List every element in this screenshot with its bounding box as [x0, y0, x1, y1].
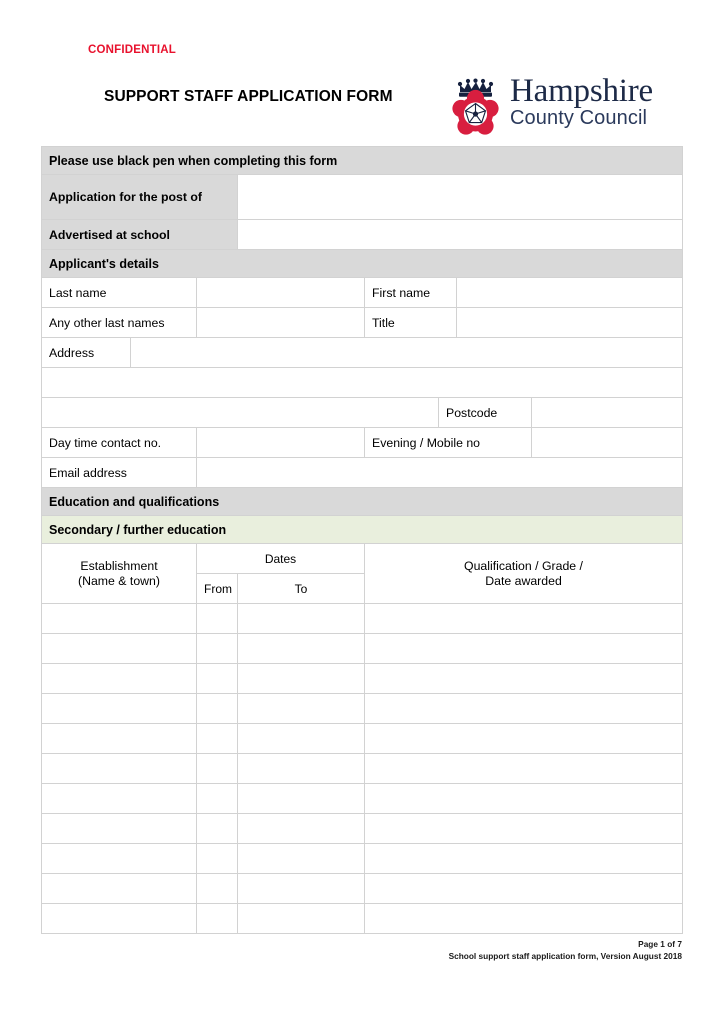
email-input[interactable]	[197, 458, 683, 488]
day-contact-input[interactable]	[197, 428, 365, 458]
table-row	[42, 664, 683, 694]
page-footer	[41, 938, 682, 962]
applicant-details-heading-row	[42, 250, 683, 278]
establishment-cell[interactable]	[42, 904, 197, 934]
other-last-names-input[interactable]	[197, 308, 365, 338]
establishment-cell[interactable]	[42, 754, 197, 784]
table-row	[42, 694, 683, 724]
qualification-cell[interactable]	[365, 904, 683, 934]
from-cell[interactable]	[197, 724, 238, 754]
other-last-names-label: Any other last names	[42, 308, 197, 338]
secondary-education-subheading-row	[42, 516, 683, 544]
establishment-cell[interactable]	[42, 814, 197, 844]
from-cell[interactable]	[197, 844, 238, 874]
education-heading: Education and qualifications	[42, 488, 683, 516]
qualification-header-line1: Qualification / Grade /	[464, 558, 583, 573]
establishment-header-line1: Establishment	[80, 558, 158, 573]
address-row-1	[42, 338, 683, 368]
address-row-2	[42, 368, 683, 398]
dates-from-header: From	[197, 574, 238, 604]
table-row	[42, 634, 683, 664]
evening-contact-input[interactable]	[532, 428, 683, 458]
title-input[interactable]	[457, 308, 683, 338]
day-contact-label: Day time contact no.	[42, 428, 197, 458]
to-cell[interactable]	[238, 904, 365, 934]
hampshire-county-council-logo	[452, 72, 680, 140]
to-cell[interactable]	[238, 874, 365, 904]
from-cell[interactable]	[197, 694, 238, 724]
table-row	[42, 874, 683, 904]
logo-line-county-council: County Council	[510, 107, 648, 129]
email-row	[42, 458, 683, 488]
from-cell[interactable]	[197, 604, 238, 634]
name-row	[42, 278, 683, 308]
dates-header: Dates	[197, 544, 365, 574]
establishment-cell[interactable]	[42, 844, 197, 874]
title-label: Title	[365, 308, 457, 338]
establishment-cell[interactable]	[42, 634, 197, 664]
qualification-header-line2: Date awarded	[485, 573, 562, 588]
establishment-header	[42, 544, 197, 604]
table-row	[42, 904, 683, 934]
from-cell[interactable]	[197, 874, 238, 904]
footer-page-mid: of	[664, 939, 678, 949]
footer-page-prefix: Page	[638, 939, 661, 949]
table-row	[42, 754, 683, 784]
address-input-line2[interactable]	[42, 368, 683, 398]
from-cell[interactable]	[197, 664, 238, 694]
footer-document-line: School support staff application form, Version August 2018	[448, 951, 682, 961]
qualification-cell[interactable]	[365, 664, 683, 694]
establishment-cell[interactable]	[42, 784, 197, 814]
post-applied-row	[42, 175, 683, 220]
to-cell[interactable]	[238, 724, 365, 754]
qualification-cell[interactable]	[365, 844, 683, 874]
advertised-input[interactable]	[238, 220, 683, 250]
address-postcode-row	[42, 398, 683, 428]
last-name-label: Last name	[42, 278, 197, 308]
post-applied-label: Application for the post of	[42, 175, 238, 220]
establishment-cell[interactable]	[42, 664, 197, 694]
advertised-row	[42, 220, 683, 250]
confidential-marker: CONFIDENTIAL	[88, 44, 177, 56]
application-form-table	[41, 146, 683, 934]
table-row	[42, 604, 683, 634]
first-name-input[interactable]	[457, 278, 683, 308]
secondary-education-subheading: Secondary / further education	[42, 516, 683, 544]
instruction-text: Please use black pen when completing this form	[42, 147, 683, 175]
from-cell[interactable]	[197, 784, 238, 814]
footer-page-current: 1	[660, 939, 665, 949]
to-cell[interactable]	[238, 664, 365, 694]
to-cell[interactable]	[238, 604, 365, 634]
qualification-cell[interactable]	[365, 634, 683, 664]
establishment-header-line2: (Name & town)	[77, 573, 160, 588]
post-applied-input[interactable]	[238, 175, 683, 220]
table-row	[42, 844, 683, 874]
postcode-label: Postcode	[439, 398, 532, 428]
address-input-line1[interactable]	[131, 338, 683, 368]
to-cell[interactable]	[238, 784, 365, 814]
address-input-line3[interactable]	[42, 398, 439, 428]
logo-wordmark	[510, 72, 682, 138]
first-name-label: First name	[365, 278, 457, 308]
logo-line-hampshire: Hampshire	[510, 73, 653, 109]
crown-and-tudor-rose-icon	[452, 76, 506, 136]
qualification-cell[interactable]	[365, 754, 683, 784]
qualification-cell[interactable]	[365, 604, 683, 634]
qualification-cell[interactable]	[365, 784, 683, 814]
footer-page-total: 7	[677, 939, 682, 949]
qualification-header	[365, 544, 683, 604]
address-label: Address	[42, 338, 131, 368]
establishment-cell[interactable]	[42, 724, 197, 754]
from-cell[interactable]	[197, 814, 238, 844]
establishment-cell[interactable]	[42, 874, 197, 904]
education-table-header-row-1	[42, 544, 683, 574]
postcode-input[interactable]	[532, 398, 683, 428]
qualification-cell[interactable]	[365, 874, 683, 904]
table-row	[42, 814, 683, 844]
page-title: SUPPORT STAFF APPLICATION FORM	[104, 88, 393, 105]
table-row	[42, 724, 683, 754]
advertised-label: Advertised at school	[42, 220, 238, 250]
from-cell[interactable]	[197, 754, 238, 784]
instruction-row	[42, 147, 683, 175]
evening-contact-label: Evening / Mobile no	[365, 428, 532, 458]
to-cell[interactable]	[238, 754, 365, 784]
table-row	[42, 784, 683, 814]
from-cell[interactable]	[197, 634, 238, 664]
from-cell[interactable]	[197, 904, 238, 934]
to-cell[interactable]	[238, 814, 365, 844]
applicant-details-heading: Applicant's details	[42, 250, 683, 278]
footer-page-number	[41, 938, 682, 950]
dates-to-header: To	[238, 574, 365, 604]
contact-numbers-row	[42, 428, 683, 458]
email-label: Email address	[42, 458, 197, 488]
qualification-cell[interactable]	[365, 694, 683, 724]
to-cell[interactable]	[238, 844, 365, 874]
establishment-cell[interactable]	[42, 694, 197, 724]
to-cell[interactable]	[238, 694, 365, 724]
establishment-cell[interactable]	[42, 604, 197, 634]
qualification-cell[interactable]	[365, 814, 683, 844]
other-names-row	[42, 308, 683, 338]
education-heading-row	[42, 488, 683, 516]
to-cell[interactable]	[238, 634, 365, 664]
qualification-cell[interactable]	[365, 724, 683, 754]
last-name-input[interactable]	[197, 278, 365, 308]
